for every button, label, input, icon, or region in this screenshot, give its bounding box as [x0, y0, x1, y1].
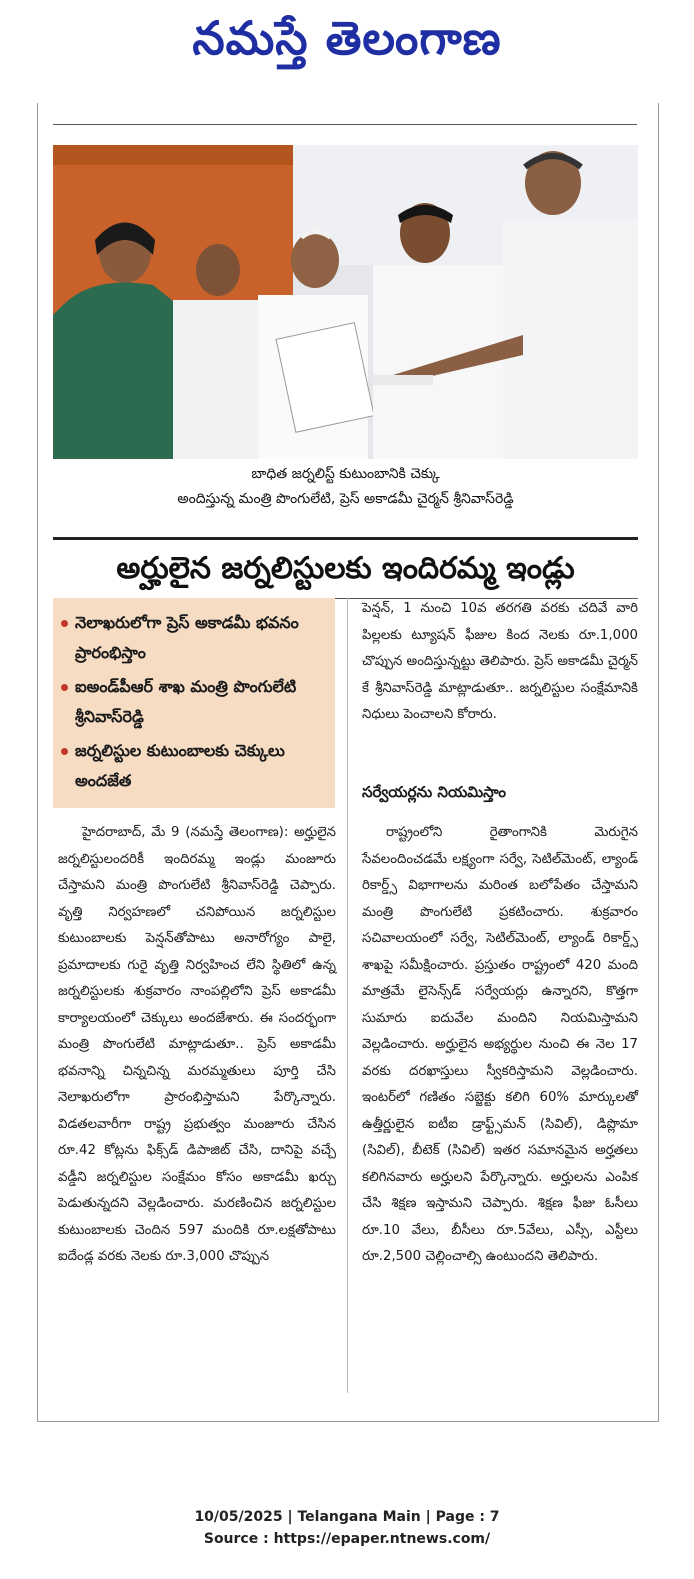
column-divider — [347, 598, 348, 1393]
masthead-logo: నమస్తే తెలంగాణ — [192, 11, 502, 65]
photo-image — [53, 145, 638, 459]
page-footer — [0, 1506, 694, 1550]
article-column-right-top — [362, 596, 638, 729]
article-column-right-bottom — [362, 820, 638, 1271]
highlight-item: నెలాఖరులోగా ప్రెస్ అకాడమీ భవనం ప్రారంభిస్తాం — [75, 608, 327, 668]
highlights-box — [53, 598, 335, 808]
section-subheading: సర్వేయర్లను నియమిస్తాం — [362, 783, 507, 801]
article-column-left — [58, 820, 336, 1271]
news-photo — [53, 145, 638, 459]
footer-source-line: Source : https://epaper.ntnews.com/ — [203, 1531, 491, 1547]
highlight-item: జర్నలిస్టుల కుటుంబాలకు చెక్కులు అందజేత — [75, 736, 327, 796]
caption-line-1: బాధిత జర్నలిస్ట్ కుటుంబానికి చెక్కు — [251, 466, 440, 482]
highlight-item: ఐఅండ్‌పీఆర్ శాఖ మంత్రి పొంగులేటి శ్రీనివాస్‌రెడ్డి — [75, 672, 327, 732]
article-headline: అర్హులైన జర్నలిస్టులకు ఇందిరమ్మ ఇండ్లు — [53, 537, 638, 599]
article-text-right-bottom: రాష్ట్రంలోని రైతాంగానికి మెరుగైన సేవలందించడమే లక్ష్యంగా సర్వే, సెటిల్‌మెంట్, ల్యాండ్ రికార్డ్స్ విభాగాలను మరింత బలోపేతం చేస్తామని మంత్రి పొంగులేటి ప్రకటించారు. శుక్రవారం సచివాలయంలో సర్వే, సెటిల్‌మెంట్, ల్యాండ్ రికార్డ్స్ శాఖపై సమీక్షించారు. ప్రస్తుతం రాష్ట్రంలో 420 మంది మాత్రమే లైసెన్స్‌డ్ సర్వేయర్లు ఉన్నారని, కొత్తగా సుమారు ఐదువేల మందిని నియమిస్తామని వెల్లడించారు. అర్హులైన అభ్యర్థుల నుంచి ఈ నెల 17 వరకు దరఖాస్తులు స్వీకరిస్తామని వెల్లడించారు. ఇంటర్‌లో గణితం సబ్జెక్టు కలిగి 60% మార్కులతో ఉత్తీర్ణులైన ఐటీఐ డ్రాఫ్ట్స్‌మన్ (సివిల్), డిప్లొమా (సివిల్), బీటెక్ (సివిల్) ఇతర సమానమైన అర్హతలు కలిగినవారు అర్హులని పేర్కొన్నారు. అర్హులను ఎంపిక చేసి శిక్షణ ఇస్తామని చెప్పారు. శిక్షణ ఫీజు ఓసీలు రూ.10 వేలు, బీసీలు రూ.5వేలు, ఎస్సీ, ఎస్టీలు రూ.2,500 చెల్లించాల్సి ఉంటుందని తెలిపారు. — [362, 825, 638, 1264]
top-rule — [53, 124, 637, 125]
article-text-right-top: పెన్షన్, 1 నుంచి 10వ తరగతి వరకు చదివే వారి పిల్లలకు ట్యూషన్ ఫీజుల కింద నెలకు రూ.1,000 చొప్పున అందిస్తున్నట్టు తెలిపారు. ప్రెస్ అకాడమీ చైర్మన్ కే శ్రీనివాస్‌రెడ్డి మాట్లాడుతూ.. జర్నలిస్టుల సంక్షేమానికి నిధులు పెంచాలని కోరారు. — [362, 601, 638, 722]
caption-line-2: అందిస్తున్న మంత్రి పొంగులేటి, ప్రెస్ అకాడమీ చైర్మన్ శ్రీనివాస్‌రెడ్డి — [177, 491, 514, 507]
article-text-left: హైదరాబాద్, మే 9 (నమస్తే తెలంగాణ): అర్హులైన జర్నలిస్టులందరికీ ఇందిరమ్మ ఇండ్లు మంజూరు చేస్తామని మంత్రి పొంగులేటి శ్రీనివాస్‌రెడ్డి చెప్పారు. వృత్తి నిర్వహణలో చనిపోయిన జర్నలిస్టుల కుటుంబాలకు పెన్షన్‌తోపాటు అనారోగ్యం పాలై, ప్రమాదాలకు గురై వృత్తి నిర్వహించ లేని స్థితిలో ఉన్న జర్నలిస్టులకు శుక్రవారం నాంపల్లిలోని ప్రెస్ అకాడమీ కార్యాలయంలో చెక్కులు అందజేశారు. ఈ సందర్భంగా మంత్రి పొంగులేటి మాట్లాడుతూ.. ప్రెస్ అకాడమీ భవనాన్ని చిన్నచిన్న మరమ్మతులు పూర్తి చేసి నెలాఖరులోగా ప్రారంభిస్తామని పేర్కొన్నారు. విడతలవారీగా రాష్ట్ర ప్రభుత్వం మంజూరు చేసిన రూ.42 కోట్లను ఫిక్స్‌డ్ డిపాజిట్ చేసి, దానిపై వచ్చే వడ్డీని జర్నలిస్టుల సంక్షేమం కోసం అకాడమీ ఖర్చు పెడుతున్నదని వెల్లడించారు. మరణించిన జర్నలిస్టుల కుటుంబాలకు చెందిన 597 మందికి రూ.లక్షతోపాటు ఐదేండ్ల వరకు నెలకు రూ.3,000 చొప్పున — [58, 825, 336, 1264]
masthead — [0, 0, 694, 80]
footer-edition-line: 10/05/2025 | Telangana Main | Page : 7 — [194, 1509, 500, 1525]
photo-caption — [53, 462, 638, 512]
